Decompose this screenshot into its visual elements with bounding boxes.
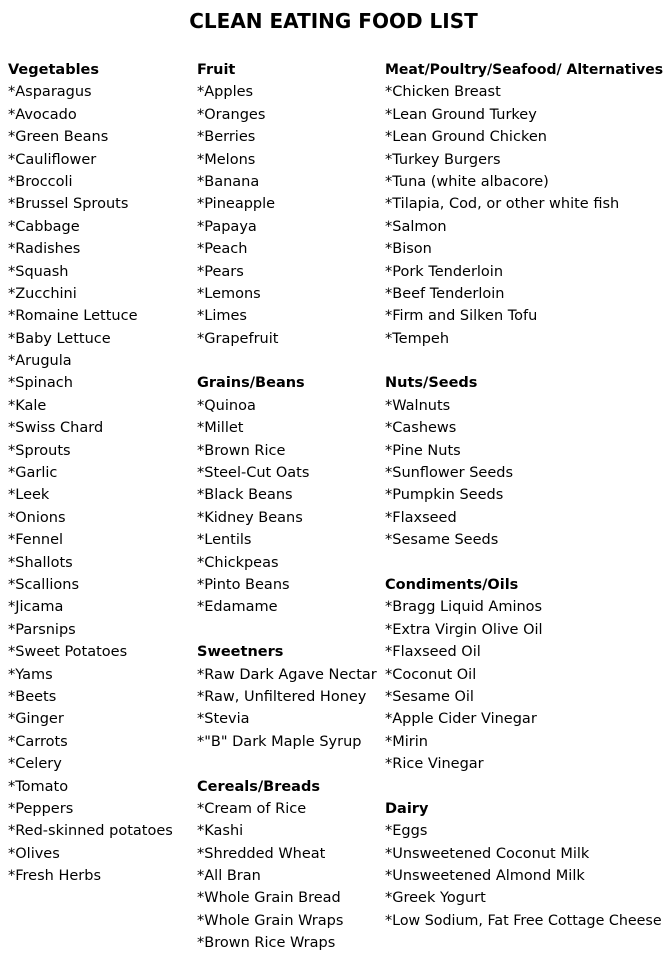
list-item: *Kidney Beans bbox=[197, 509, 303, 526]
list-item: *Rice Vinegar bbox=[385, 756, 484, 773]
list-item: *Quinoa bbox=[197, 397, 256, 414]
list-item: *Sweet Potatoes bbox=[8, 644, 128, 661]
list-item: *Greek Yogurt bbox=[385, 890, 486, 907]
section-heading: Cereals/Breads bbox=[197, 778, 320, 795]
list-item: *Sesame Seeds bbox=[385, 532, 499, 549]
list-item: *Swiss Chard bbox=[8, 420, 104, 437]
food-list bbox=[385, 395, 663, 552]
food-list bbox=[385, 820, 663, 932]
section-heading: Grains/Beans bbox=[197, 375, 305, 392]
list-item: *Brown Rice Wraps bbox=[197, 935, 336, 952]
list-item: *Papaya bbox=[197, 218, 257, 235]
section-nuts-seeds bbox=[385, 372, 663, 551]
section-grains-beans bbox=[197, 372, 377, 618]
list-item: *Black Beans bbox=[197, 487, 293, 504]
page-title: CLEAN EATING FOOD LIST bbox=[189, 9, 478, 33]
list-item: *Sunflower Seeds bbox=[385, 465, 513, 482]
list-item: *Pears bbox=[197, 263, 244, 280]
list-item: *Chicken Breast bbox=[385, 84, 501, 101]
list-item: *Raw, Unfiltered Honey bbox=[197, 688, 367, 705]
list-item: *Chickpeas bbox=[197, 554, 279, 571]
food-list bbox=[8, 81, 173, 887]
list-item: *Beef Tenderloin bbox=[385, 285, 505, 302]
list-item: *Garlic bbox=[8, 465, 58, 482]
list-item: *Apples bbox=[197, 84, 254, 101]
list-item: *Beets bbox=[8, 688, 57, 705]
list-item: *Pumpkin Seeds bbox=[385, 487, 504, 504]
list-item: *Peppers bbox=[8, 800, 74, 817]
list-item: *Sesame Oil bbox=[385, 688, 474, 705]
section-heading: Condiments/Oils bbox=[385, 576, 519, 593]
list-item: *Cauliflower bbox=[8, 151, 97, 168]
list-item: *Lentils bbox=[197, 532, 252, 549]
section-meat-poultry-seafood-alternatives bbox=[385, 59, 663, 350]
list-item: *Leek bbox=[8, 487, 50, 504]
list-item: *Brussel Sprouts bbox=[8, 196, 129, 213]
list-item: *Cream of Rice bbox=[197, 800, 307, 817]
section-heading: Fruit bbox=[197, 62, 236, 78]
list-item: *Lemons bbox=[197, 285, 261, 302]
food-list bbox=[385, 596, 663, 775]
column-3 bbox=[385, 59, 663, 932]
list-item: *Stevia bbox=[197, 711, 250, 728]
list-item: *Coconut Oil bbox=[385, 666, 477, 683]
list-item: *Apple Cider Vinegar bbox=[385, 711, 537, 728]
list-item: *Avocado bbox=[8, 106, 77, 123]
list-item: *Walnuts bbox=[385, 397, 451, 414]
list-item: *Whole Grain Wraps bbox=[197, 912, 344, 929]
list-item: *Limes bbox=[197, 308, 247, 325]
list-item: *Steel-Cut Oats bbox=[197, 465, 310, 482]
section-heading: Nuts/Seeds bbox=[385, 375, 478, 392]
food-list bbox=[197, 81, 377, 350]
list-item: *Cabbage bbox=[8, 218, 80, 235]
list-item: *Pine Nuts bbox=[385, 442, 461, 459]
section-heading: Dairy bbox=[385, 800, 429, 817]
section-condiments-oils bbox=[385, 574, 663, 776]
list-item: *Brown Rice bbox=[197, 442, 286, 459]
section-heading: Meat/Poultry/Seafood/ Alternatives bbox=[385, 62, 664, 78]
column-2 bbox=[197, 59, 377, 955]
list-item: *"B" Dark Maple Syrup bbox=[197, 733, 362, 750]
food-list bbox=[197, 664, 377, 754]
food-list bbox=[385, 81, 663, 350]
list-item: *Arugula bbox=[8, 353, 72, 370]
list-item: *Yams bbox=[8, 666, 53, 683]
section-dairy bbox=[385, 798, 663, 932]
list-item: *Kale bbox=[8, 397, 47, 414]
list-item: *Scallions bbox=[8, 576, 80, 593]
list-item: *Broccoli bbox=[8, 173, 73, 190]
list-item: *Flaxseed bbox=[385, 509, 457, 526]
list-item: *Parsnips bbox=[8, 621, 76, 638]
list-item: *Tuna (white albacore) bbox=[385, 173, 549, 190]
food-list bbox=[197, 798, 377, 955]
list-item: *Asparagus bbox=[8, 84, 92, 101]
list-item: *Eggs bbox=[385, 823, 428, 840]
list-item: *Whole Grain Bread bbox=[197, 890, 341, 907]
list-item: *Turkey Burgers bbox=[385, 151, 501, 168]
section-fruit bbox=[197, 59, 377, 350]
section-vegetables bbox=[8, 59, 173, 887]
list-item: *Olives bbox=[8, 845, 60, 862]
list-item: *Berries bbox=[197, 129, 256, 146]
list-item: *Ginger bbox=[8, 711, 64, 728]
list-item: *Peach bbox=[197, 241, 248, 258]
section-sweetners bbox=[197, 641, 377, 753]
list-item: *Carrots bbox=[8, 733, 68, 750]
list-item: *Pinto Beans bbox=[197, 576, 290, 593]
list-item: *Extra Virgin Olive Oil bbox=[385, 621, 543, 638]
list-item: *Millet bbox=[197, 420, 244, 437]
list-item: *Spinach bbox=[8, 375, 73, 392]
list-item: *Tempeh bbox=[385, 330, 450, 347]
list-item: *Squash bbox=[8, 263, 69, 280]
list-item: *Mirin bbox=[385, 733, 428, 750]
list-item: *Unsweetened Coconut Milk bbox=[385, 845, 590, 862]
list-item: *Baby Lettuce bbox=[8, 330, 111, 347]
list-item: *Kashi bbox=[197, 823, 244, 840]
list-item: *Green Beans bbox=[8, 129, 109, 146]
list-item: *Pork Tenderloin bbox=[385, 263, 504, 280]
list-item: *Zucchini bbox=[8, 285, 77, 302]
list-item: *Radishes bbox=[8, 241, 81, 258]
list-item: *Melons bbox=[197, 151, 256, 168]
list-item: *Low Sodium, Fat Free Cottage Cheese bbox=[385, 912, 662, 929]
column-1 bbox=[8, 59, 173, 887]
list-item: *All Bran bbox=[197, 868, 261, 885]
list-item: *Tomato bbox=[8, 778, 69, 795]
list-item: *Onions bbox=[8, 509, 66, 526]
section-heading: Sweetners bbox=[197, 644, 284, 661]
list-item: *Celery bbox=[8, 756, 62, 773]
list-item: *Jicama bbox=[8, 599, 64, 616]
list-item: *Firm and Silken Tofu bbox=[385, 308, 538, 325]
list-item: *Sprouts bbox=[8, 442, 71, 459]
list-item: *Fresh Herbs bbox=[8, 868, 101, 885]
section-cereals-breads bbox=[197, 776, 377, 955]
list-item: *Romaine Lettuce bbox=[8, 308, 138, 325]
list-item: *Flaxseed Oil bbox=[385, 644, 481, 661]
list-item: *Bragg Liquid Aminos bbox=[385, 599, 543, 616]
list-item: *Fennel bbox=[8, 532, 64, 549]
list-item: *Pineapple bbox=[197, 196, 276, 213]
list-item: *Banana bbox=[197, 173, 260, 190]
list-item: *Bison bbox=[385, 241, 432, 258]
list-item: *Grapefruit bbox=[197, 330, 279, 347]
food-list bbox=[197, 395, 377, 619]
list-item: *Raw Dark Agave Nectar bbox=[197, 666, 377, 683]
section-heading: Vegetables bbox=[8, 62, 100, 78]
list-item: *Cashews bbox=[385, 420, 457, 437]
list-item: *Tilapia, Cod, or other white fish bbox=[385, 196, 620, 213]
list-item: *Edamame bbox=[197, 599, 278, 616]
list-item: *Salmon bbox=[385, 218, 447, 235]
list-item: *Oranges bbox=[197, 106, 266, 123]
list-item: *Shredded Wheat bbox=[197, 845, 326, 862]
list-item: *Lean Ground Turkey bbox=[385, 106, 537, 123]
list-item: *Red-skinned potatoes bbox=[8, 823, 173, 840]
list-item: *Unsweetened Almond Milk bbox=[385, 868, 585, 885]
list-item: *Lean Ground Chicken bbox=[385, 129, 547, 146]
list-item: *Shallots bbox=[8, 554, 73, 571]
